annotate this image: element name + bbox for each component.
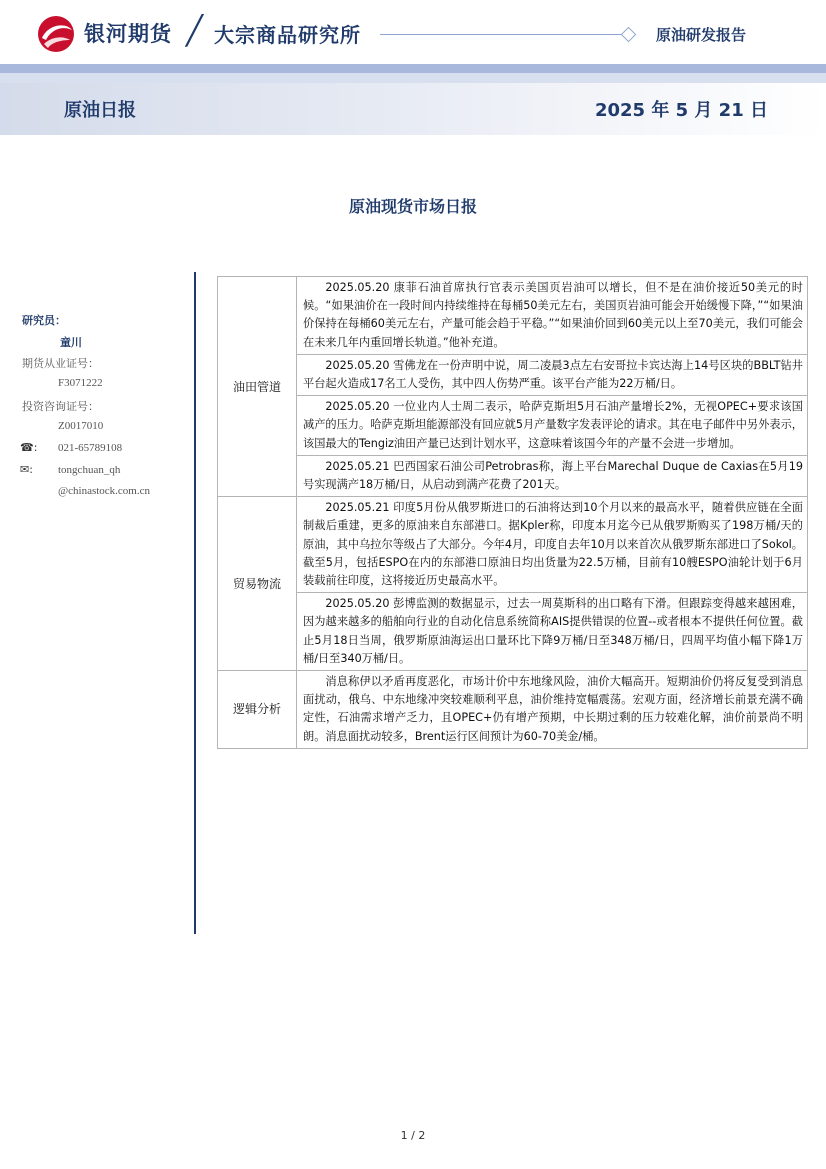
brand-name: 银河期货 bbox=[84, 22, 172, 46]
daily-report-title: 原油日报 bbox=[64, 100, 136, 121]
table-row bbox=[218, 455, 808, 496]
news-item: 2025.05.20 彭博监测的数据显示，过去一周莫斯科的出口略有下滑。但跟踪变得越来越困难，因为越来越多的船舶向行业的自动化信息系统简称AIS提供错误的位置--或者根本不提供任何位置。截止5月18日当周，俄罗斯原油海运出口量环比下降9万桶/日至348万桶/日，四周平均值小幅下降1万桶/日至340万桶/日。 bbox=[297, 593, 808, 671]
news-item: 2025.05.20 雪佛龙在一份声明中说，周二凌晨3点左右安哥拉卡宾达海上14号区块的BBLT钻井平台起火造成17名工人受伤，其中四人伤势严重。该平台产能为22万桶/日。 bbox=[297, 354, 808, 395]
sidebar-divider bbox=[194, 272, 196, 934]
researcher-label: 研究员： bbox=[22, 314, 66, 327]
category-oilfield-pipeline: 油田管道 bbox=[218, 277, 297, 497]
category-trade-logistics: 贸易物流 bbox=[218, 497, 297, 671]
diamond-ornament-icon bbox=[621, 27, 637, 43]
news-item: 2025.05.20 一位业内人士周二表示，哈萨克斯坦5月石油产量增长2%，无视OPEC+要求该国减产的压力。哈萨克斯坦能源部没有回应就5月产量数字发表评论的请求。其在电子邮件中另外表示，该国最大的Tengiz油田产量已达到计划水平，这意味着该国今年的产量不会进一步增加。 bbox=[297, 396, 808, 456]
category-logic-analysis: 逻辑分析 bbox=[218, 671, 297, 749]
table-row bbox=[218, 396, 808, 456]
news-item: 2025.05.21 巴西国家石油公司Petrobras称，海上平台Marechal Duque de Caxias在5月19号实现满产18万桶/日，从启动到满产花费了201天。 bbox=[297, 455, 808, 496]
futures-cert-label: 期货从业证号： bbox=[22, 358, 99, 370]
table-row bbox=[218, 671, 808, 749]
institute-name: 大宗商品研究所 bbox=[214, 23, 361, 47]
header-slash-divider: ╱ bbox=[186, 14, 203, 47]
news-item: 2025.05.21 印度5月份从俄罗斯进口的石油将达到10个月以来的最高水平，随着供应链在全面制裁后重建，更多的原油来自东部港口。据Kpler称，印度本月迄今已从俄罗斯购买了198万桶/天的原油，其中乌拉尔等级占了大部分。今年4月，印度自去年10月以来首次从俄罗斯东部进口了Sokol。截至5月，包括ESPO在内的东部港口原油日均出货量为22.5万桶，目前有10艘ESPO油轮计划于6月装载前往印度，这将接近历史最高水平。 bbox=[297, 497, 808, 593]
analysis-text: 消息称伊以矛盾再度恶化，市场计价中东地缘风险，油价大幅高开。短期油价仍将反复受到消息面扰动，俄乌、中东地缘冲突较难顺利平息，油价维持宽幅震荡。宏观方面，经济增长前景充满不确定性，石油需求增产乏力，且OPEC+仍有增产预期，中长期过剩的压力较难化解，油价前景尚不明朗。消息面扰动较多，Brent运行区间预计为60-70美金/桶。 bbox=[297, 671, 808, 749]
invest-cert-number: Z0017010 bbox=[58, 420, 104, 432]
page-title: 原油现货市场日报 bbox=[348, 197, 477, 216]
header-band-bottom bbox=[0, 73, 826, 83]
page-number: 1 / 2 bbox=[400, 1129, 426, 1142]
researcher-name: 童川 bbox=[60, 336, 82, 349]
table-row bbox=[218, 354, 808, 395]
report-date: 2025 年 5 月 21 日 bbox=[594, 100, 768, 121]
email-icon: ✉: bbox=[20, 463, 33, 476]
phone-icon: ☎: bbox=[20, 441, 38, 454]
galaxy-futures-logo-icon bbox=[36, 14, 76, 54]
table-row bbox=[218, 593, 808, 671]
invest-cert-label: 投资咨询证号： bbox=[22, 401, 99, 413]
news-table bbox=[217, 276, 808, 749]
email-line-1[interactable]: tongchuan_qh bbox=[58, 464, 121, 476]
phone-number: 021-65789108 bbox=[58, 442, 123, 454]
futures-cert-number: F3071222 bbox=[58, 377, 103, 389]
report-type: 原油研发报告 bbox=[656, 26, 747, 44]
email-line-2[interactable]: @chinastock.com.cn bbox=[58, 485, 150, 497]
table-row bbox=[218, 277, 808, 355]
news-item: 2025.05.20 康菲石油首席执行官表示美国页岩油可以增长，但不是在油价接近50美元的时候。“如果油价在一段时间内持续维持在每桶50美元左右，美国页岩油可能会开始缓慢下降，”“如果油价保持在每桶60美元左右，产量可能会趋于平稳。”“如果油价回到60美元以上至70美元，我们可能会在未来几年内重回增长轨道。”他补充道。 bbox=[297, 277, 808, 355]
header-rule bbox=[380, 34, 624, 35]
header-band-top bbox=[0, 64, 826, 73]
table-row bbox=[218, 497, 808, 593]
